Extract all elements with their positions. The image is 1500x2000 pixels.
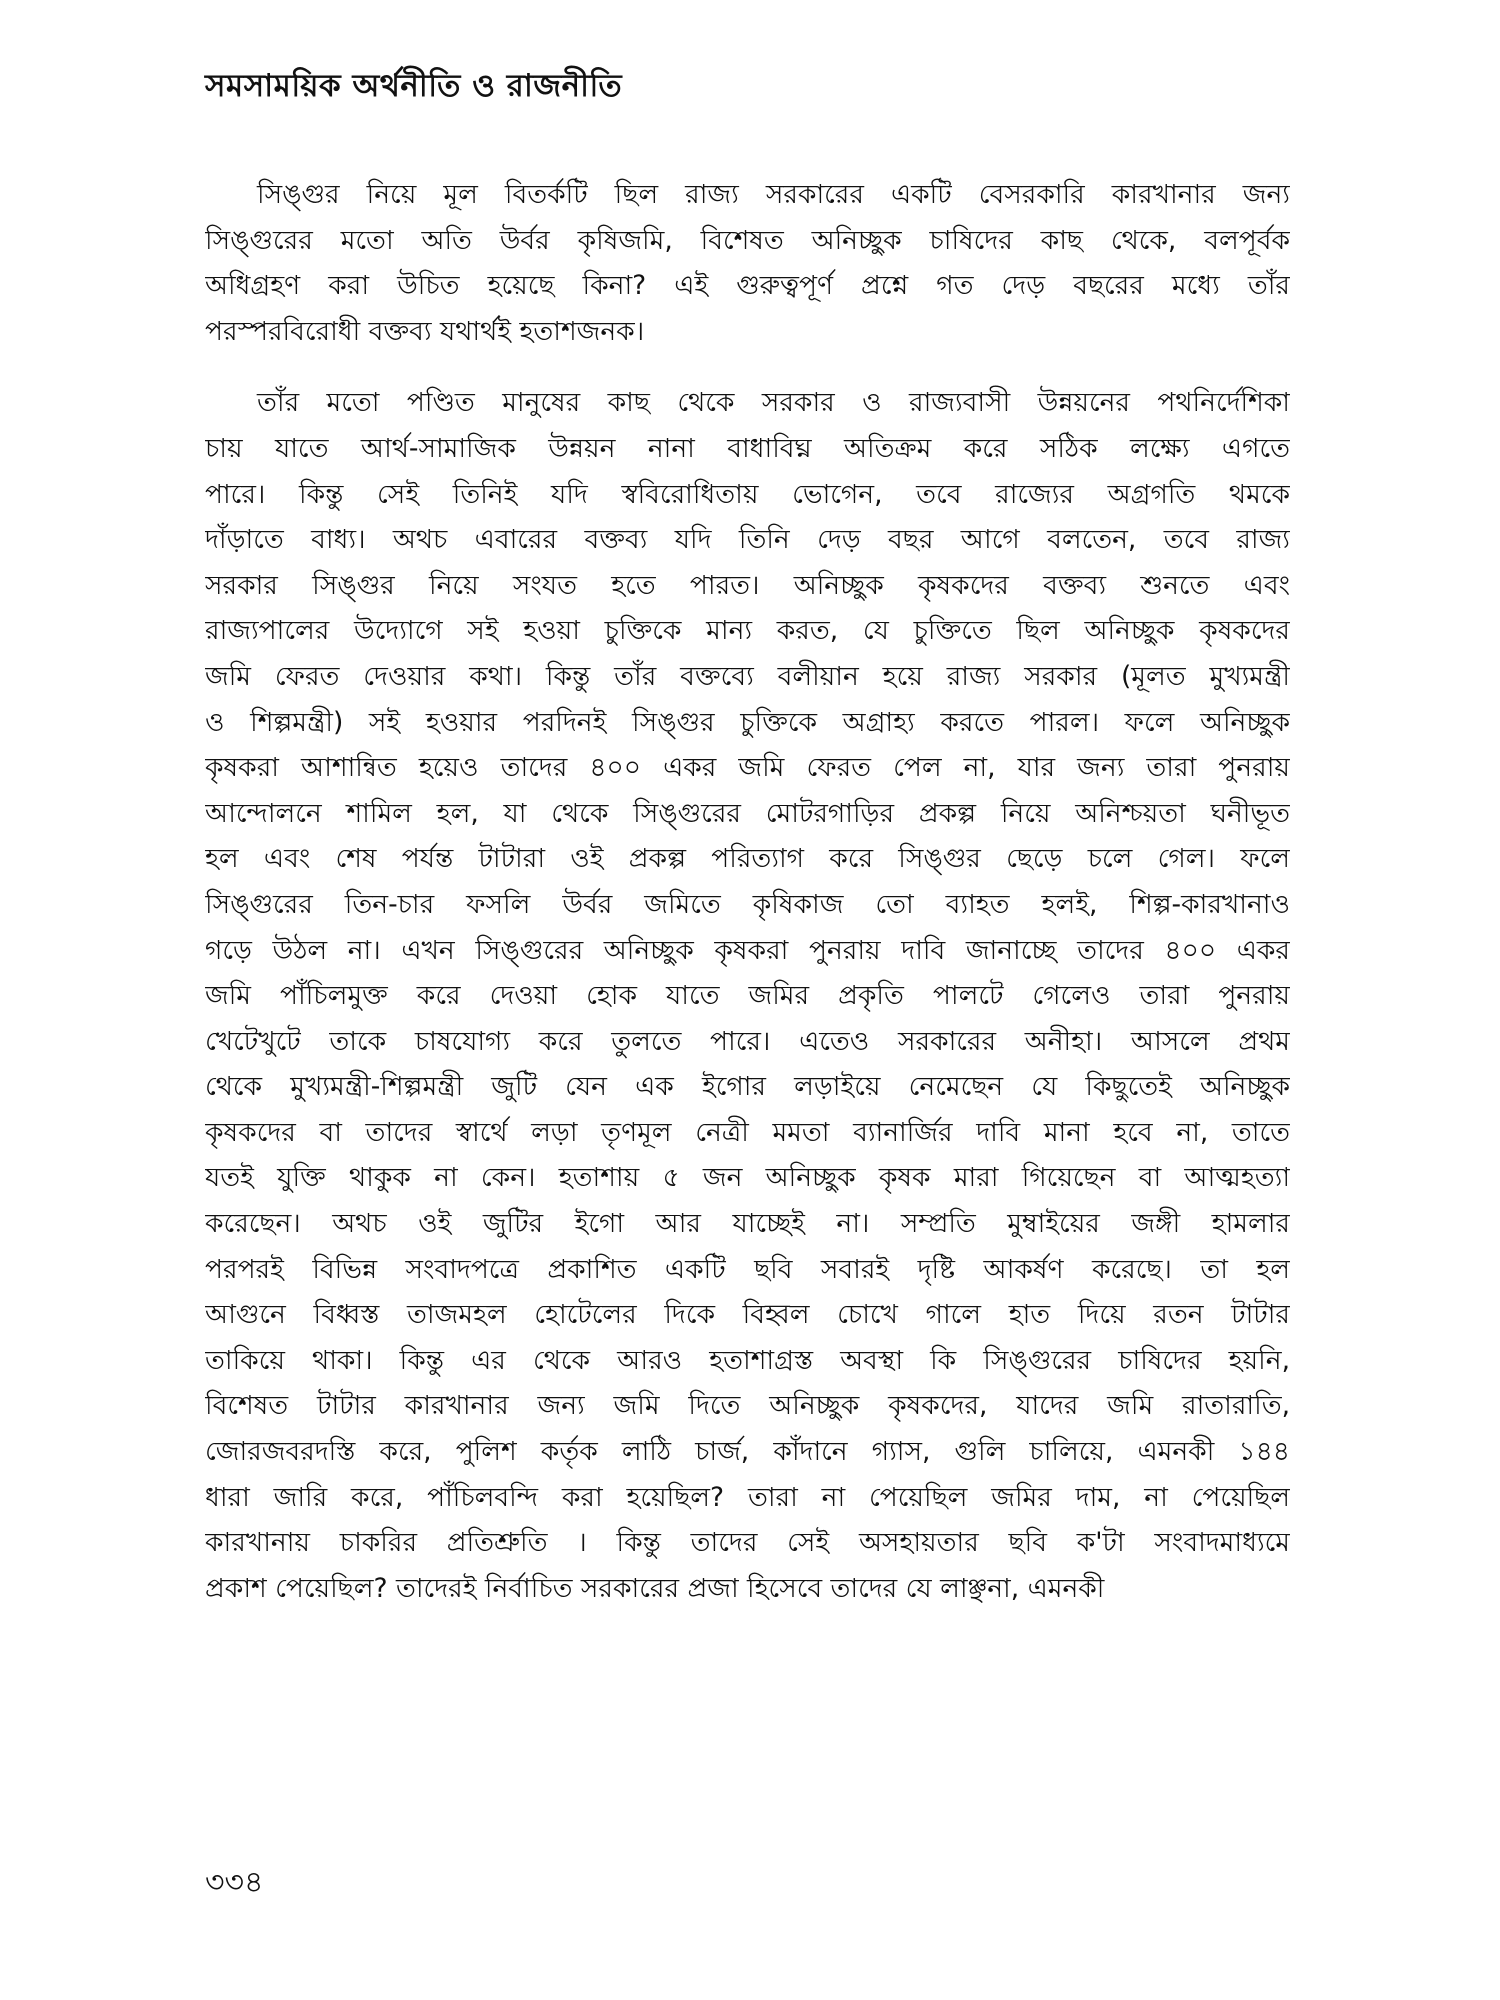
text-line: আগুনে বিধ্বস্ত তাজমহল হোটেলের দিকে বিহ্বল চোখে গালে হাত দিয়ে রতন টাটার xyxy=(205,1299,1290,1331)
body-text xyxy=(205,172,1290,1611)
text-line: পরপরই বিভিন্ন সংবাদপত্রে প্রকাশিত একটি ছবি সবারই দৃষ্টি আকর্ষণ করেছে। তা হল xyxy=(205,1253,1290,1285)
running-header: সমসাময়িক অর্থনীতি ও রাজনীতি xyxy=(205,68,623,104)
text-line: সিঙ্গুরের মতো অতি উর্বর কৃষিজমি, বিশেষত অনিচ্ছুক চাষিদের কাছ থেকে, বলপূর্বক xyxy=(205,224,1290,256)
text-line: চায় যাতে আর্থ-সামাজিক উন্নয়ন নানা বাধাবিঘ্ন অতিক্রম করে সঠিক লক্ষ্যে এগতে xyxy=(205,432,1290,464)
text-line: খেটেখুটে তাকে চাষযোগ্য করে তুলতে পারে। এতেও সরকারের অনীহা। আসলে প্রথম xyxy=(205,1025,1290,1057)
text-line: তাকিয়ে থাকা। কিন্তু এর থেকে আরও হতাশাগ্রস্ত অবস্থা কি সিঙ্গুরের চাষিদের হয়নি, xyxy=(205,1344,1290,1376)
text-line: অধিগ্রহণ করা উচিত হয়েছে কিনা? এই গুরুত্বপূর্ণ প্রশ্নে গত দেড় বছরের মধ্যে তাঁর xyxy=(205,270,1290,302)
text-line: সরকার সিঙ্গুর নিয়ে সংযত হতে পারত। অনিচ্ছুক কৃষকদের বক্তব্য শুনতে এবং xyxy=(205,569,1290,601)
text-line: পরস্পরবিরোধী বক্তব্য যথার্থই হতাশজনক। xyxy=(205,315,645,347)
text-line: ও শিল্পমন্ত্রী) সই হওয়ার পরদিনই সিঙ্গুর চুক্তিকে অগ্রাহ্য করতে পারল। ফলে অনিচ্ছুক xyxy=(205,706,1290,738)
text-line: কারখানায় চাকরির প্রতিশ্রুতি । কিন্তু তাদের সেই অসহায়তার ছবি ক'টা সংবাদমাধ্যমে xyxy=(205,1527,1290,1559)
paragraph xyxy=(205,172,1290,354)
text-line: তাঁর মতো পণ্ডিত মানুষের কাছ থেকে সরকার ও রাজ্যবাসী উন্নয়নের পথনির্দেশিকা xyxy=(257,387,1290,419)
text-line: প্রকাশ পেয়েছিল? তাদেরই নির্বাচিত সরকারের প্রজা হিসেবে তাদের যে লাঞ্ছনা, এমনকী xyxy=(205,1572,1105,1604)
text-line: যতই যুক্তি থাকুক না কেন। হতাশায় ৫ জন অনিচ্ছুক কৃষক মারা গিয়েছেন বা আত্মহত্যা xyxy=(205,1162,1290,1194)
text-line: ধারা জারি করে, পাঁচিলবন্দি করা হয়েছিল? তারা না পেয়েছিল জমির দাম, না পেয়েছিল xyxy=(205,1481,1290,1513)
text-line: রাজ্যপালের উদ্যোগে সই হওয়া চুক্তিকে মান্য করত, যে চুক্তিতে ছিল অনিচ্ছুক কৃষকদের xyxy=(205,615,1290,647)
text-line: কৃষকরা আশান্বিত হয়েও তাদের ৪০০ একর জমি ফেরত পেল না, যার জন্য তারা পুনরায় xyxy=(205,752,1290,784)
text-line: থেকে মুখ্যমন্ত্রী-শিল্পমন্ত্রী জুটি যেন এক ইগোর লড়াইয়ে নেমেছেন যে কিছুতেই অনিচ্ছুক xyxy=(205,1071,1290,1103)
text-line: সিঙ্গুর নিয়ে মূল বিতর্কটি ছিল রাজ্য সরকারের একটি বেসরকারি কারখানার জন্য xyxy=(257,179,1290,210)
text-line: বিশেষত টাটার কারখানার জন্য জমি দিতে অনিচ্ছুক কৃষকদের, যাদের জমি রাতারাতি, xyxy=(205,1390,1290,1422)
text-line: করেছেন। অথচ ওই জুটির ইগো আর যাচ্ছেই না। সম্প্রতি মুম্বাইয়ের জঙ্গী হামলার xyxy=(205,1208,1290,1240)
page-number: ৩৩৪ xyxy=(205,1865,264,1900)
text-line: সিঙ্গুরের তিন-চার ফসলি উর্বর জমিতে কৃষিকাজ তো ব্যাহত হলই, শিল্প-কারখানাও xyxy=(205,888,1290,920)
text-line: দাঁড়াতে বাধ্য। অথচ এবারের বক্তব্য যদি তিনি দেড় বছর আগে বলতেন, তবে রাজ্য xyxy=(205,524,1290,556)
text-line: কৃষকদের বা তাদের স্বার্থে লড়া তৃণমূল নেত্রী মমতা ব্যানার্জির দাবি মানা হবে না, তাতে xyxy=(205,1116,1290,1148)
text-line: জমি ফেরত দেওয়ার কথা। কিন্তু তাঁর বক্তব্যে বলীয়ান হয়ে রাজ্য সরকার (মূলত মুখ্যমন্ত্রী xyxy=(205,660,1290,692)
text-line: গড়ে উঠল না। এখন সিঙ্গুরের অনিচ্ছুক কৃষকরা পুনরায় দাবি জানাচ্ছে তাদের ৪০০ একর xyxy=(205,934,1290,966)
text-line: পারে। কিন্তু সেই তিনিই যদি স্ববিরোধিতায় ভোগেন, তবে রাজ্যের অগ্রগতি থমকে xyxy=(205,478,1290,510)
text-line: জোরজবরদস্তি করে, পুলিশ কর্তৃক লাঠি চার্জ, কাঁদানে গ্যাস, গুলি চালিয়ে, এমনকী ১৪৪ xyxy=(205,1436,1290,1468)
paragraph xyxy=(205,380,1290,1611)
text-line: জমি পাঁচিলমুক্ত করে দেওয়া হোক যাতে জমির প্রকৃতি পালটে গেলেও তারা পুনরায় xyxy=(205,980,1290,1012)
text-line: আন্দোলনে শামিল হল, যা থেকে সিঙ্গুরের মোটরগাড়ির প্রকল্প নিয়ে অনিশ্চয়তা ঘনীভূত xyxy=(205,797,1290,829)
text-line: হল এবং শেষ পর্যন্ত টাটারা ওই প্রকল্প পরিত্যাগ করে সিঙ্গুর ছেড়ে চলে গেল। ফলে xyxy=(205,843,1290,875)
